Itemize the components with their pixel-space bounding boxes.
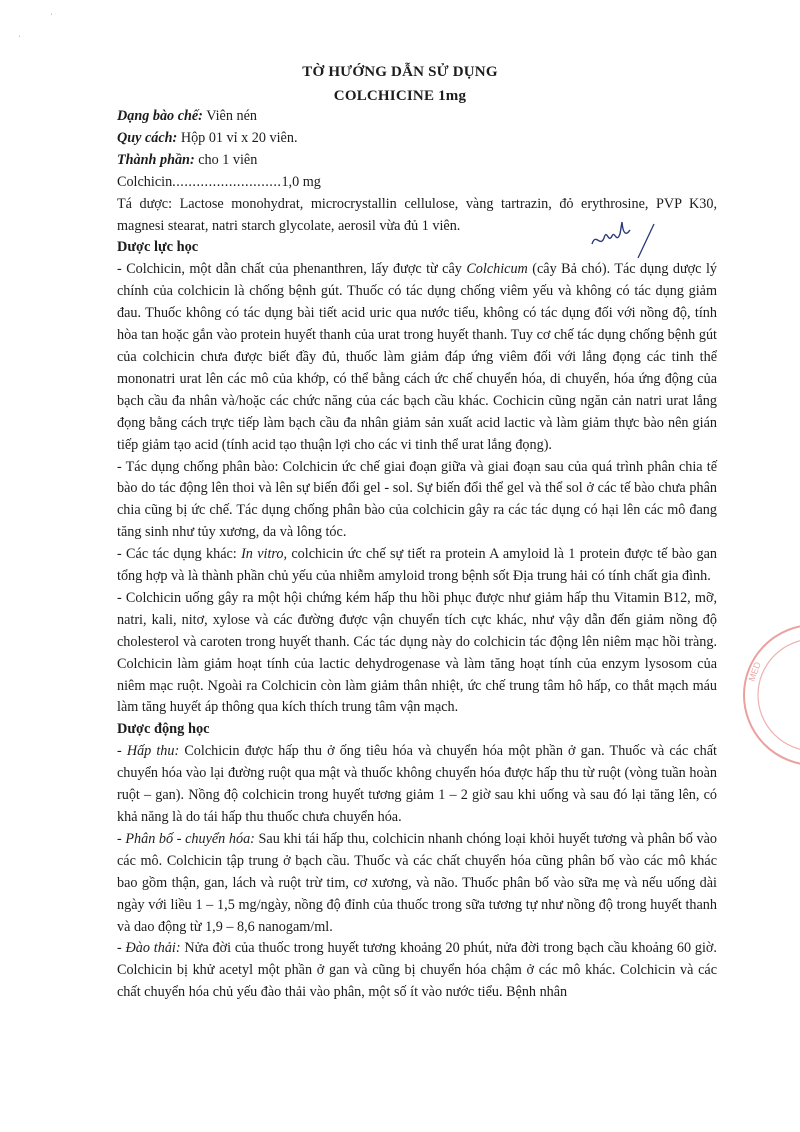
p3-text-after: colchicin ức chế sự tiết ra protein A amyloid là 1 protein được tế bào gan tổng hợp và là thành phần chủ yếu của nhiễm amyloid trong bệnh sốt Địa trung hải có tính chất gia đình. (117, 546, 717, 585)
distribution-text: Sau khi tái hấp thu, colchicin nhanh chóng loại khỏi huyết tương và phân bố vào các mô. Colchicin tập trung ở bạch cầu. Thuốc và các chất chuyển hóa cũng phân bố vào các mô khác bao gồm thận, gan, lách và ruột trừ tim, cơ xương, và não. Thuốc phân bố vào sữa mẹ và nếu uống dài ngày với liều 1 – 1,5 mg/ngày, nồng độ đỉnh của thuốc trong sữa tương tự như nồng độ trong huyết thanh và dao động từ 1,9 – 8,6 nanogam/ml. (117, 830, 718, 935)
absorption-text: Colchicin được hấp thu ở ống tiêu hóa và chuyển hóa một phần ở gan. Thuốc và các chất chuyển hóa vào lại đường ruột qua mật và thuốc không chuyển hóa được hấp thu từ ruột (vòng tuần hoàn ruột – gan). Nồng độ colchicin trong huyết tương giảm 1 – 2 giờ sau khi uống và sau đó lại tăng lên, có khả năng là do tái hấp thu thuốc chưa chuyển hóa. (117, 743, 717, 825)
svg-text:MED: MED (746, 660, 763, 683)
packaging-label: Quy cách: (117, 129, 178, 146)
colchicum-term: Colchicum (466, 261, 528, 278)
scan-speck: ˈ (50, 12, 53, 22)
elimination-text: Nửa đời của thuốc trong huyết tương khoảng 20 phút, nửa đời trong bạch cầu khoảng 60 giờ. Colchicin bị khử acetyl một phần ở gan và cũng bị chuyển hóa chậm ở các mô khác. Colchicin và các chất chuyển hóa chủ yếu đào thải vào phân, một số ít vào nước tiểu. Bệnh nhân (117, 940, 717, 1001)
absorption-paragraph (117, 741, 717, 829)
pharmacodynamics-paragraph-2: - Tác dụng chống phân bào: Colchicin ức chế giai đoạn giữa và giai đoạn sau của quá trình phân chia tế bào do tác động lên thoi và lên sự biến đổi gel - sol. Sự biến đổi thể gel và thể sol ở các tế bào chưa phân chia cũng bị ức chế. Tác dụng chống phân bào của colchicin gây ra các tác dụng có hại lên các mô đang tăng sinh như tủy xương, da và lông tóc. (117, 458, 717, 541)
p1-text-after: (cây Bả chó). Tác dụng dược lý chính của colchicin là chống bệnh gút. Thuốc có tác dụng chống viêm yếu và không có tác dụng giảm đau. Thuốc không có tác dụng bài tiết acid uric qua nước tiểu, không có tác dụng đối với nồng độ, tính hòa tan hoặc gắn vào protein huyết thanh của urat trong huyết thanh. Tuy cơ chế tác dụng chống bệnh gút của colchicin chưa được biết đầy đủ, thuốc làm giảm đáp ứng viêm đối với lắng đọng các tinh thể mononatri urat lên các mô của khớp, có thể bằng cách ức chế chuyển hóa, di chuyển, hóa ứng động của bạch cầu đa nhân và/hoặc các chức năng của các bạch cầu khác. Cochicin cũng ngăn cản natri urat lắng đọng bằng cách trực tiếp làm bạch cầu đa nhân giảm sản xuất acid lactic và làm giảm thực bào nên gián tiếp giảm tạo acid (tính acid tạo thuận lợi cho các vi tinh thể urat lắng đọng). (117, 261, 717, 453)
pharmacodynamics-paragraph-3 (117, 544, 717, 588)
distribution-label: - Phân bố - chuyển hóa: (117, 830, 255, 847)
composition-value: cho 1 viên (194, 151, 258, 168)
composition-line (117, 150, 717, 172)
dosage-form-line (117, 106, 717, 128)
active-ingredient-name: Colchicin (117, 173, 173, 190)
pharmacokinetics-heading: Dược động học (117, 721, 210, 738)
active-ingredient-amount: 1,0 mg (281, 173, 321, 190)
document-title: TỜ HƯỚNG DẪN SỬ DỤNG (302, 64, 498, 80)
red-stamp-fragment (736, 620, 800, 770)
document-header (0, 60, 800, 108)
elimination-paragraph (117, 938, 717, 1004)
pharmacodynamics-paragraph-4: - Colchicin uống gây ra một hội chứng kém hấp thu hồi phục được như giảm hấp thu Vitamin B12, mỡ, natri, kali, nitơ, xylose và các đường được vận chuyển tích cực khác, như vậy dẫn đến giảm nồng độ cholesterol và caroten trong huyết thanh. Các tác dụng này do colchicin tác động lên niêm mạc hồi tràng. Colchicin làm giảm hoạt tính của lactic dehydrogenase và làm tăng hoạt tính của enzym lysosom của niêm mạc ruột. Ngoài ra Colchicin còn làm giảm thân nhiệt, ức chế trung tâm hô hấp, co thắt mạch máu làm tăng huyết áp thông qua kích thích trung tâm vận mạch. (117, 589, 717, 716)
distribution-paragraph (117, 829, 717, 939)
handwritten-signature (588, 214, 663, 264)
active-ingredient-line (117, 172, 717, 194)
document-subtitle: COLCHICINE 1mg (333, 88, 467, 104)
packaging-value: Hộp 01 vỉ x 20 viên. (177, 129, 298, 146)
pharmacodynamics-heading: Dược lực học (117, 239, 199, 256)
composition-label: Thành phần: (117, 151, 195, 168)
dosage-form-value: Viên nén (202, 108, 257, 124)
in-vitro-term: In vitro, (241, 546, 288, 563)
absorption-label: - Hấp thu: (117, 743, 180, 760)
pharmacodynamics-paragraph-1 (117, 259, 717, 456)
packaging-line (117, 128, 717, 150)
scan-speck: ˈ (18, 34, 21, 44)
excipients-paragraph: Tá dược: Lactose monohydrat, microcrystallin cellulose, vàng tartrazin, đỏ erythrosine, PVP K30, magnesi stearat, natri starch glycolate, aerosil vừa đủ 1 viên. (117, 195, 717, 234)
active-ingredient-dots: ........................... (172, 173, 282, 190)
dosage-form-label: Dạng bào chế: (117, 108, 203, 124)
elimination-label: - Đào thải: (117, 940, 181, 957)
p1-text-before: - Colchicin, một dẫn chất của phenanthren, lấy được từ cây (117, 261, 467, 278)
p3-text-before: - Các tác dụng khác: (117, 546, 242, 563)
